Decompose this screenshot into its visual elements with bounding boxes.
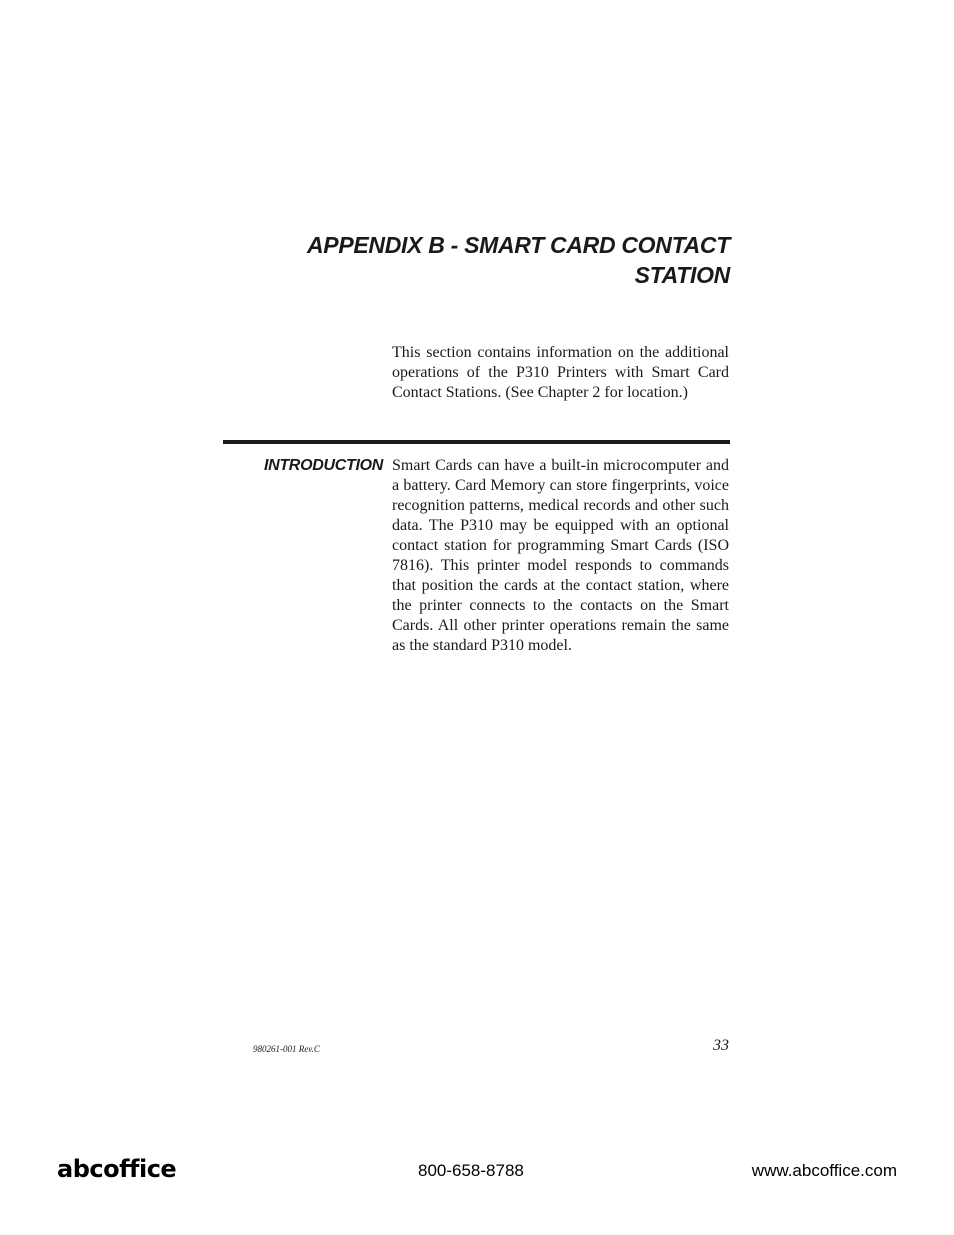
page-title <box>250 230 730 290</box>
document-code: 980261-001 Rev.C <box>253 1044 320 1054</box>
section-body: Smart Cards can have a built-in microcomputer and a battery. Card Memory can store fingerprints, voice recognition patterns, medical records and other such data. The P310 may be equipped with an optional contact station for programming Smart Cards (ISO 7816). This printer model responds to commands that position the cards at the contact station, where the printer connects to the contacts on the Smart Cards. All other printer operations remain the same as the standard P310 model. <box>392 457 729 654</box>
section-divider <box>223 440 730 444</box>
intro-paragraph: This section contains information on the additional operations of the P310 Printers with Smart Card Contact Stations. (See Chapter 2 for location.) <box>392 344 729 401</box>
footer-url[interactable]: www.abcoffice.com <box>751 1161 897 1180</box>
footer-phone: 800-658-8788 <box>418 1161 524 1180</box>
footer-logo: abcoffice <box>57 1155 177 1183</box>
page-title-line-2: STATION <box>634 262 730 288</box>
section-heading: INTRODUCTION <box>263 457 383 474</box>
page-number: 33 <box>713 1037 729 1054</box>
page-title-line-1: APPENDIX B - SMART CARD CONTACT <box>306 232 730 258</box>
